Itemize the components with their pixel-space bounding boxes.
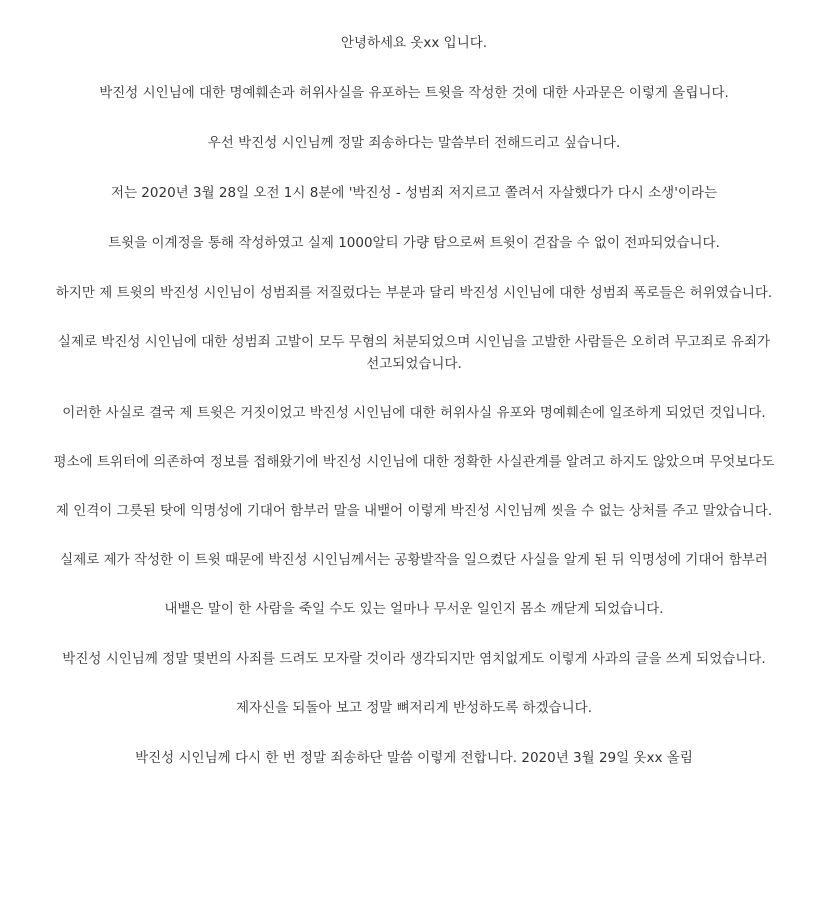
paragraph-verdict: 실제로 박진성 시인님에 대한 성범죄 고발이 모두 무혐의 처분되었으며 시인님을 고발한 사람들은 오히려 무고죄로 유죄가 선고되었습니다. — [57, 334, 771, 372]
paragraph-shame: 박진성 시인님께 정말 몇번의 사죄를 드려도 모자랄 것이라 생각되지만 염치없게도 이렇게 사과의 글을 쓰게 되었습니다. — [62, 651, 766, 667]
paragraph-twitter-reliance: 평소에 트위터에 의존하여 정보를 접해왔기에 박진성 시인님에 대한 정확한 사실관계를 알려고 하지도 않았으며 무엇보다도 — [53, 454, 775, 470]
paragraph-greeting: 안녕하세요 옷xx 입니다. — [340, 35, 488, 51]
paragraph-intro: 박진성 시인님에 대한 명예훼손과 허위사실을 유포하는 트윗을 작성한 것에 대한 사과문은 이렇게 올립니다. — [99, 85, 729, 101]
paragraph-false-claims: 하지만 제 트윗의 박진성 시인님이 성범죄를 저질렀다는 부분과 달리 박진성 시인님에 대한 성범죄 폭로들은 허위였습니다. — [55, 285, 773, 301]
apology-document — [28, 32, 800, 797]
paragraph-tweet-date: 저는 2020년 3월 28일 오전 1시 8분에 '박진성 - 성범죄 저지르고 쫄려서 자살했다가 다시 소생'이라는 — [110, 185, 718, 201]
paragraph-defamation: 이러한 사실로 결국 제 트윗은 거짓이었고 박진성 시인님에 대한 허위사실 유포와 명예훼손에 일조하게 되었던 것입니다. — [62, 405, 766, 421]
paragraph-tweet-spread: 트윗을 이계정을 통해 작성하였고 실제 1000알티 가량 탐으로써 트윗이 걷잡을 수 없이 전파되었습니다. — [108, 235, 720, 251]
paragraph-harm: 제 인격이 그릇된 탓에 익명성에 기대어 함부러 말을 내뱉어 이렇게 박진성 시인님께 씻을 수 없는 상처를 주고 말았습니다. — [55, 503, 773, 519]
paragraph-signature: 박진성 시인님께 다시 한 번 정말 죄송하단 말씀 이렇게 전합니다. 2020년 3월 29일 옷xx 올림 — [135, 750, 693, 766]
paragraph-reflection: 제자신을 되돌아 보고 정말 뼈저리게 반성하도록 하겠습니다. — [235, 700, 593, 716]
paragraph-apology: 우선 박진성 시인님께 정말 죄송하다는 말씀부터 전해드리고 싶습니다. — [207, 135, 621, 151]
paragraph-panic-attack: 실제로 제가 작성한 이 트윗 때문에 박진성 시인님께서는 공황발작을 일으켰단 사실을 알게 된 뒤 익명성에 기대어 함부러 — [60, 552, 768, 568]
paragraph-realization: 내뱉은 말이 한 사람을 죽일 수도 있는 얼마나 무서운 일인지 몸소 깨닫게 되었습니다. — [164, 601, 664, 617]
